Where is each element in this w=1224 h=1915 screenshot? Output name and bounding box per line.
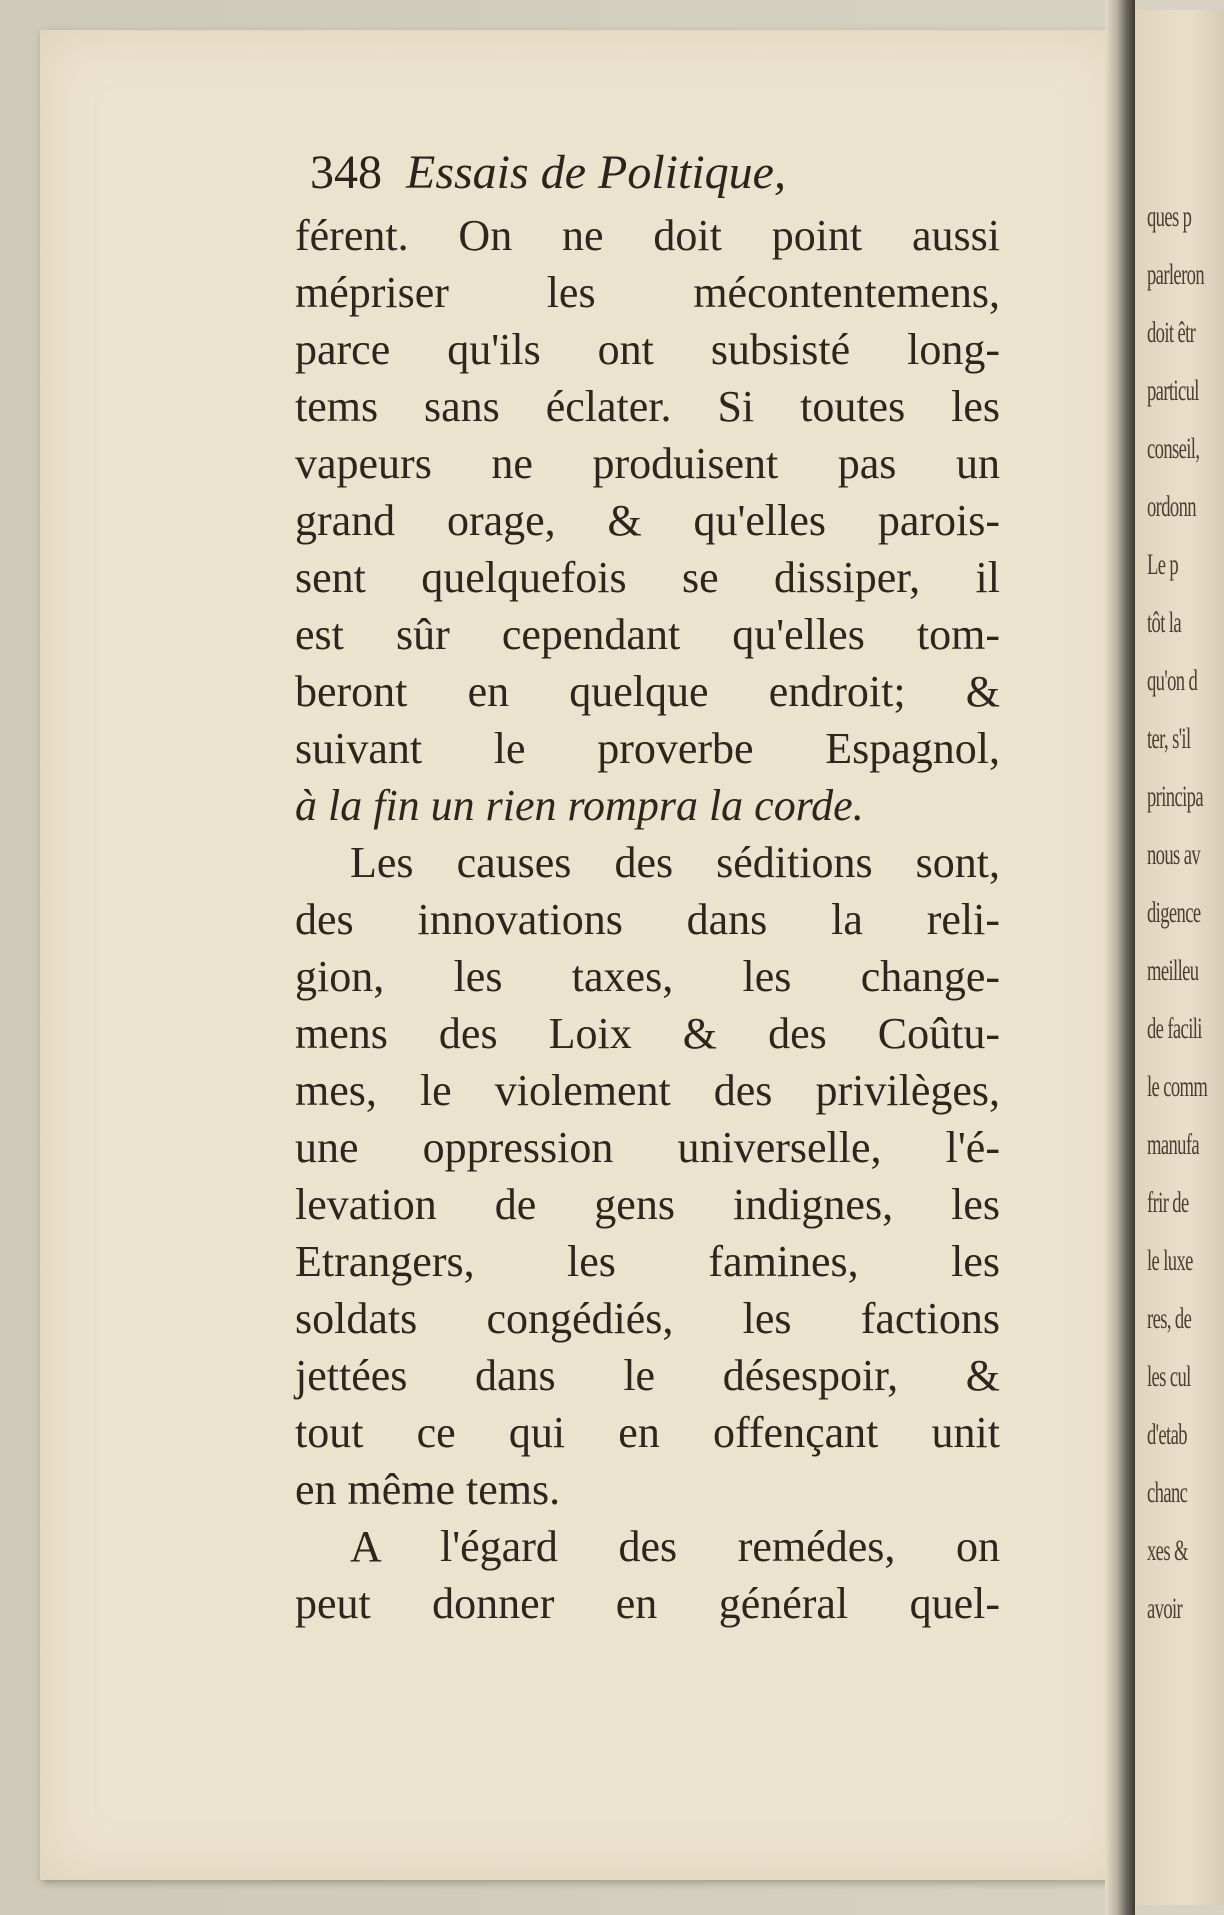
facing-page-line: le comm [1147,1070,1208,1103]
text-line: beront en quelque endroit; & [295,667,1000,716]
facing-page-line: le luxe [1147,1244,1193,1277]
facing-page-line: xes & [1147,1534,1188,1567]
facing-page-line: meilleu [1147,954,1199,987]
paragraph-start-line: A l'égard des remédes, on [350,1522,1000,1571]
text-line: une oppression universelle, l'é- [295,1123,1000,1172]
facing-page-line: conseil, [1147,432,1200,465]
page-header [310,145,786,200]
facing-page-line: digence [1147,896,1201,929]
text-line: tout ce qui en offençant unit [295,1408,1000,1457]
facing-page-line: particul [1147,374,1199,407]
text-line: tems sans éclater. Si toutes les [295,382,1000,431]
facing-page-line: Le p [1147,548,1179,581]
text-line: grand orage, & qu'elles parois- [295,496,1000,545]
page-body-text [295,207,1000,1632]
text-line: soldats congédiés, les factions [295,1294,1000,1343]
proverb-line: à la fin un rien rompra la corde. [295,781,864,830]
facing-page-line: ques p [1147,200,1192,233]
facing-page-line: ter, s'il [1147,722,1191,755]
text-line: mens des Loix & des Coûtu- [295,1009,1000,1058]
facing-page-line: chanc [1147,1476,1188,1509]
text-line: mépriser les mécontentemens, [295,268,1000,317]
facing-page-line: res, de [1147,1302,1192,1335]
facing-page-line: doit êtr [1147,316,1196,349]
text-line: parce qu'ils ont subsisté long- [295,325,1000,374]
text-line: des innovations dans la reli- [295,895,1000,944]
page-number: 348 [310,146,382,199]
text-line: sent quelquefois se dissiper, il [295,553,1000,602]
book-gutter [1105,0,1135,1915]
text-line: levation de gens indignes, les [295,1180,1000,1229]
text-line: peut donner en général quel- [295,1579,1000,1628]
facing-page-line: de facili [1147,1012,1202,1045]
facing-page-line: tôt la [1147,606,1181,639]
paragraph-start-line: Les causes des séditions sont, [350,838,1000,887]
facing-page-line: d'etab [1147,1418,1187,1451]
text-line: férent. On ne doit point aussi [295,211,1000,260]
text-line: vapeurs ne produisent pas un [295,439,1000,488]
facing-page-edge [1135,10,1224,1905]
text-line: Etrangers, les famines, les [295,1237,1000,1286]
text-line: en même tems. [295,1465,561,1514]
text-line: gion, les taxes, les change- [295,952,1000,1001]
facing-page-line: frir de [1147,1186,1189,1219]
facing-page-line: principa [1147,780,1203,813]
text-line: suivant le proverbe Espagnol, [295,724,1000,773]
text-line: jettées dans le désespoir, & [295,1351,1000,1400]
running-title: Essais de Politique, [406,146,786,199]
facing-page-line: les cul [1147,1360,1191,1393]
facing-page-line: manufa [1147,1128,1200,1161]
facing-page-line: nous av [1147,838,1201,871]
text-line: est sûr cependant qu'elles tom- [295,610,1000,659]
facing-page-line: ordonn [1147,490,1196,523]
text-line: mes, le violement des privilèges, [295,1066,1000,1115]
facing-page-line: avoir [1147,1592,1183,1625]
facing-page-line: parleron [1147,258,1205,291]
facing-page-line: qu'on d [1147,664,1198,697]
